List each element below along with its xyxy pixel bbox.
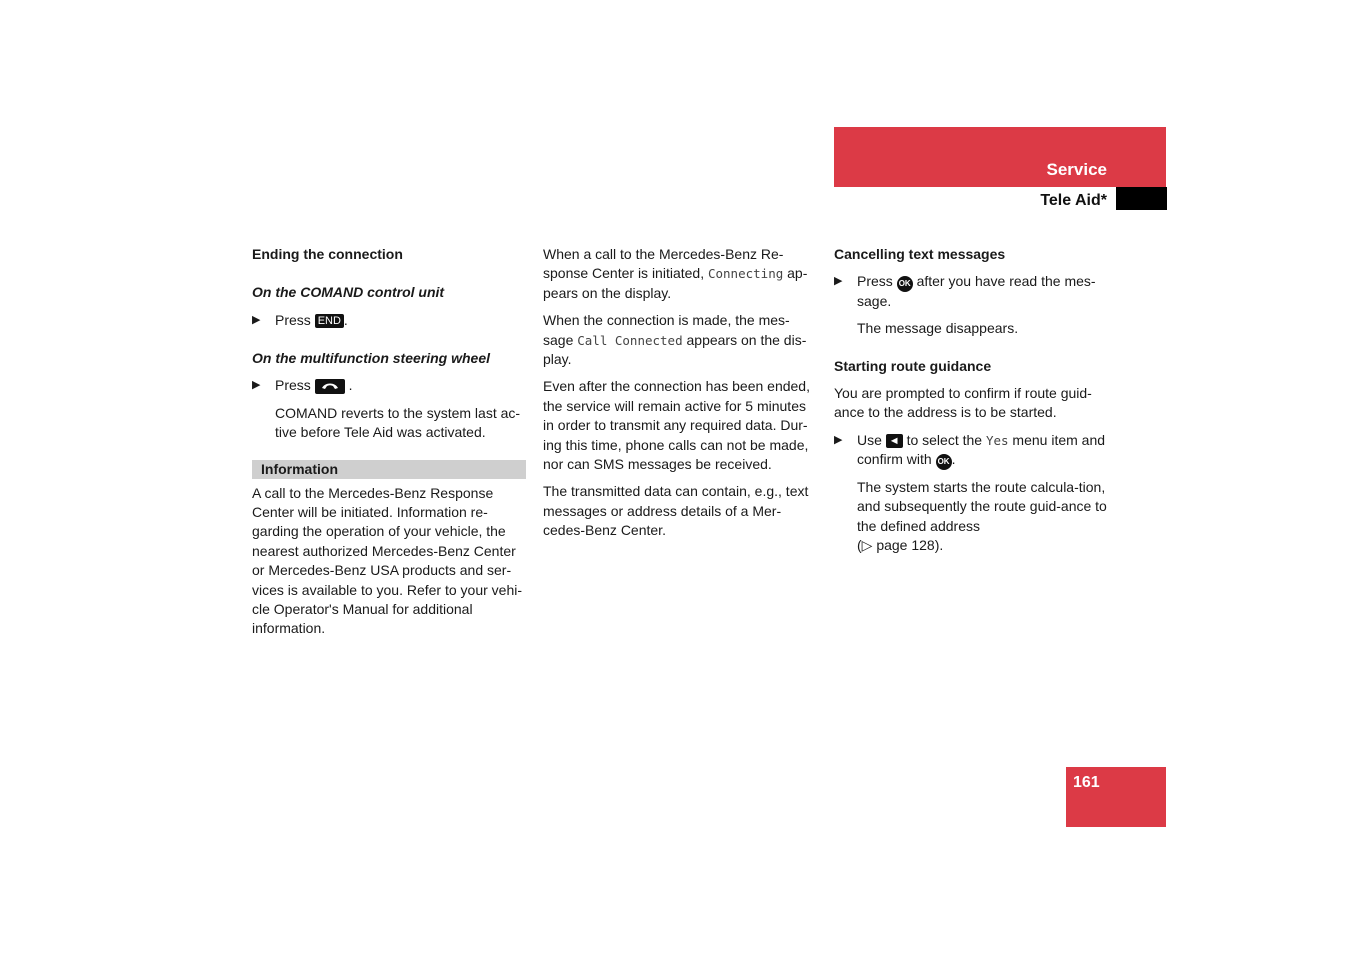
information-text: A call to the Mercedes-Benz Response Center will be initiated. Information re-garding the operation of your vehicle, the nearest authorized Mercedes-Benz Center or Mercedes-Benz USA products and ser-vices is available to you. Refer to your vehi-cle Operator's Manual for additional information. (252, 484, 523, 637)
subheading-steering-wheel: On the multifunction steering wheel (252, 350, 491, 367)
step-press-end: ▶ Press END . (252, 311, 526, 330)
display-yes: Yes (985, 432, 1009, 448)
left-arrow-key-icon: ◄ (886, 434, 903, 448)
column-3 (834, 245, 1108, 556)
information-bar: Information (252, 460, 526, 479)
heading-route-guidance: Starting route guidance (834, 357, 992, 374)
subsection-marker (1116, 187, 1167, 210)
heading-ending-connection: Ending the connection (252, 246, 403, 262)
heading-cancelling-text: Cancelling text messages (834, 246, 1006, 262)
result-route-calculation: The system starts the route calcula-tion, and subsequently the route guid-ance to the defined address (▷ page 128). (857, 479, 1107, 554)
bullet-arrow-icon: ▶ (834, 433, 843, 446)
ok-button-icon: OK (936, 454, 952, 470)
subsection-title: Tele Aid* (1040, 192, 1107, 209)
result-comand-reverts: COMAND reverts to the system last ac-tive before Tele Aid was activated. (275, 404, 521, 441)
para-call-initiated: When a call to the Mercedes-Benz Re-sponse Center is initiated, Connecting ap-pears on the display. (543, 246, 808, 301)
para-connection-made: When the connection is made, the mes-sage Call Connected appears on the dis-play. (543, 312, 807, 368)
page-reference-link[interactable]: (▷ page 128). (857, 537, 944, 554)
bullet-arrow-icon: ▶ (834, 275, 843, 287)
bullet-arrow-icon: ▶ (252, 379, 261, 392)
step-press-ok: ▶ Press OK after you have read the mes-sage. (834, 273, 1096, 309)
page-number: 161 (1073, 774, 1100, 791)
para-prompted-confirm: You are prompted to confirm if route guid-ance to the address is to be started. (834, 384, 1092, 421)
phone-hangup-icon (315, 379, 345, 394)
end-key-icon: END (315, 314, 344, 328)
result-message-disappears: The message disappears. (857, 320, 1019, 337)
bullet-arrow-icon: ▶ (252, 314, 261, 326)
subheading-comand: On the COMAND control unit (252, 284, 445, 300)
step-press-hangup: ▶ Press . (252, 376, 526, 395)
ok-button-icon: OK (897, 276, 913, 292)
section-title: Service (1046, 160, 1107, 179)
para-service-active: Even after the connection has been ended, the service will remain active for 5 minutes in order to transmit any required data. Dur-ing this time, phone calls can not be made, nor can SMS messages be received. (543, 378, 810, 473)
para-transmitted-data: The transmitted data can contain, e.g., text messages or address details of a Mer-cedes-Benz Center. (543, 483, 809, 539)
column-1 (252, 245, 526, 639)
display-call-connected: Call Connected (577, 332, 683, 348)
column-2 (543, 245, 817, 541)
step-select-yes: ▶ Use ◄ to select the Yes menu item and confirm with OK . (834, 431, 1108, 470)
display-connecting: Connecting (707, 266, 784, 282)
